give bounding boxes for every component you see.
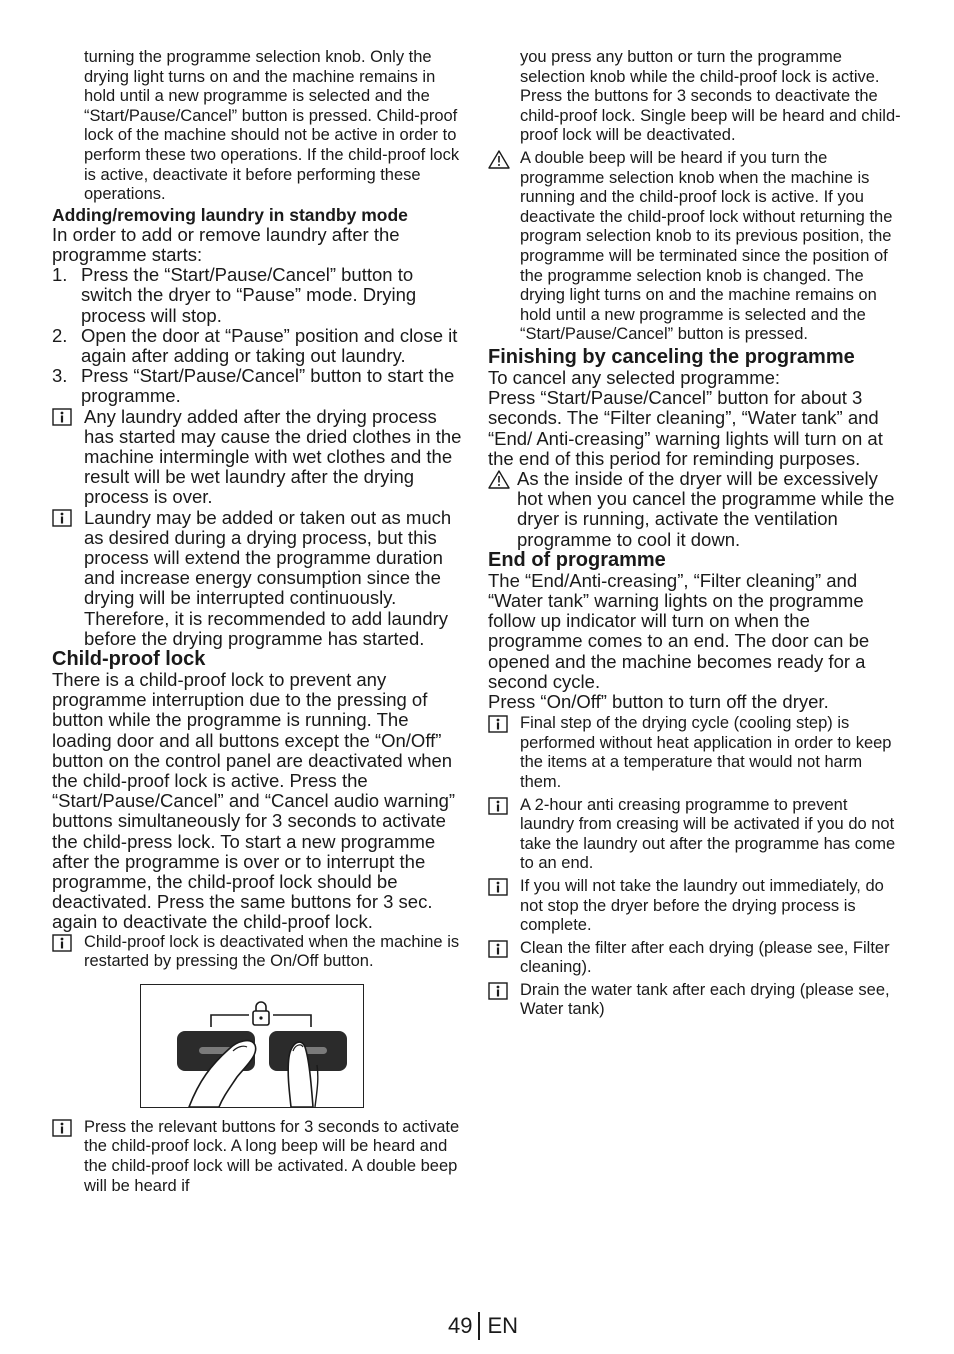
info-icon: [488, 982, 508, 1000]
info-note: [488, 981, 906, 1020]
info-note: [488, 877, 906, 936]
info-note: [52, 508, 466, 649]
info-note-text: Laundry may be added or taken out as much as desired during a drying process, but this process will extend the programme duration and increase energy consumption since the drying will be interrupted continuously. Therefore, it is recommended to add laundry before the drying programme has started.: [84, 506, 452, 649]
adding-removing-heading: Adding/removing laundry in standby mode: [52, 204, 408, 225]
info-icon: [52, 1119, 72, 1137]
end-of-programme-off-text: Press “On/Off” button to turn off the dryer.: [488, 690, 829, 712]
info-note-text: Any laundry added after the drying process has started may cause the dried clothes in the machine intermingle with wet clothes and the result will be wet laundry after the drying process is over.: [84, 405, 462, 508]
info-icon: [52, 509, 72, 527]
finishing-text: Press “Start/Pause/Cancel” button for about 3 seconds. The “Filter cleaning”, “Water tank” and “End/ Anti-creasing” warning lights will turn on at the end of this period for reminding purposes.: [488, 387, 883, 469]
step-number: 1.: [52, 264, 68, 286]
info-note: [52, 1118, 466, 1196]
info-icon: [488, 878, 508, 896]
info-note: [52, 933, 466, 972]
info-note: [488, 939, 906, 978]
info-icon: [52, 408, 72, 426]
page-number: 49: [448, 1313, 473, 1338]
warning-note: [488, 149, 906, 345]
info-icon: [488, 940, 508, 958]
info-icon: [52, 934, 72, 952]
step-item: [52, 265, 466, 326]
info-icon: [488, 715, 508, 733]
step-text: Press the “Start/Pause/Cancel” button to switch the dryer to “Pause” mode. Drying process will stop.: [81, 264, 417, 326]
right-column: [488, 48, 906, 1020]
warning-icon: [488, 150, 508, 168]
warning-note-text: A double beep will be heard if you turn the programme selection knob when the machine is running and the child-proof lock is active. If you deactivate the child-proof lock without returning the program selection knob to its previous position, the programme will be terminated since the position of the programme selection knob is changed. The drying light turns on and the machine remains on hold until a new programme is selected and the “Start/Pause/Cancel” button is pressed.: [520, 148, 893, 344]
page-footer: [448, 1312, 518, 1340]
info-note-text: Drain the water tank after each drying (please see, Water tank): [520, 980, 890, 1019]
info-note: [52, 407, 466, 508]
left-column: [52, 48, 466, 1196]
footer-divider: [478, 1312, 480, 1340]
step-number: 2.: [52, 324, 68, 346]
language-code: EN: [487, 1313, 519, 1338]
padlock-icon: [253, 1002, 269, 1025]
adding-removing-text: In order to add or remove laundry after the programme starts:: [52, 223, 400, 265]
end-of-programme-text: The “End/Anti-creasing”, “Filter cleaning” and “Water tank” warning lights on the programme follow up indicator will turn on when the programme comes to an end. The door can be opened and the machine becomes ready for a second cycle.: [488, 569, 870, 692]
info-note: [488, 796, 906, 874]
warning-note-text: As the inside of the dryer will be excessively hot when you cancel the programme while the dryer is running, activate the ventilation programme to cool it down.: [517, 467, 895, 550]
child-proof-lock-heading: Child-proof lock: [52, 648, 206, 671]
continued-paragraph: you press any button or turn the programme selection knob while the child-proof lock is active. Press the buttons for 3 seconds to deactivate the child-proof lock. Single beep will be heard and child-proof lock will be deactivated.: [520, 48, 901, 145]
info-note-text: Press the relevant buttons for 3 seconds to activate the child-proof lock. A long beep will be heard and the child-proof lock will be activated. A double beep will be heard if: [84, 1117, 460, 1195]
finishing-heading: Finishing by canceling the programme: [488, 345, 855, 368]
step-text: Open the door at “Pause” position and close it again after adding or taking out laundry.: [81, 324, 458, 366]
info-note-text: A 2-hour anti creasing programme to prevent laundry from creasing will be activated if you do not take the laundry out after the programme has come to an end.: [520, 795, 896, 873]
step-item: [52, 366, 466, 406]
child-proof-lock-text: There is a child-proof lock to prevent any programme interruption due to the pressing of button while the programme is running. The loading door and all buttons except the “On/Off” button on the control panel are deactivated when the child-proof lock is active. Press the “Start/Pause/Cancel” and “Cancel audio warning” buttons simultaneously for 3 seconds to activate the child-press lock. To start a new programme after the programme is over or to interrupt the programme, the child-proof lock should be deactivated. Press the same buttons for 3 sec. again to deactivate the child-proof lock.: [52, 669, 456, 933]
end-of-programme-heading: End of programme: [488, 548, 666, 571]
finishing-text-intro: To cancel any selected programme:: [488, 366, 781, 388]
warning-icon: [488, 470, 508, 488]
info-note-text: Child-proof lock is deactivated when the machine is restarted by pressing the On/Off button.: [84, 932, 460, 971]
step-text: Press “Start/Pause/Cancel” button to start the programme.: [81, 365, 455, 407]
info-icon: [488, 797, 508, 815]
info-note: [488, 714, 906, 792]
info-note-text: If you will not take the laundry out immediately, do not stop the dryer before the drying process is complete.: [520, 876, 884, 935]
step-number: 3.: [52, 365, 68, 387]
child-lock-illustration: [140, 984, 364, 1108]
info-note-text: Final step of the drying cycle (cooling step) is performed without heat application in order to keep the items at a temperature that would not harm them.: [520, 714, 892, 791]
step-item: [52, 326, 466, 366]
info-note-text: Clean the filter after each drying (please see, Filter cleaning).: [520, 938, 890, 977]
intro-paragraph: turning the programme selection knob. Only the drying light turns on and the machine remains in hold until a new programme is selected and the “Start/Pause/Cancel” button is pressed. Child-proof lock of the machine should not be active in order to perform these two operations. If the child-proof lock is active, deactivate it before performing these operations.: [84, 48, 460, 204]
warning-note: [488, 469, 906, 550]
